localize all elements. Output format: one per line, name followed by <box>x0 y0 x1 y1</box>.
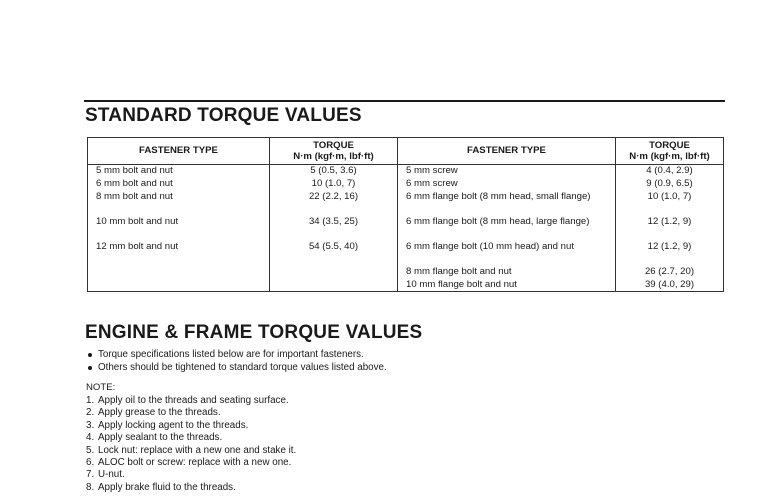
fastener-cell: 12 mm bolt and nut <box>88 241 270 266</box>
note-text: Apply sealant to the threads. <box>98 432 223 444</box>
note-text: U-nut. <box>98 469 125 481</box>
header-torque-left <box>270 138 398 165</box>
note-number: 5. <box>86 444 95 456</box>
torque-cell: 5 (0.5, 3.6) <box>270 165 398 178</box>
engine-frame-torque-title: ENGINE & FRAME TORQUE VALUES <box>85 322 423 343</box>
note-number: 8. <box>86 481 95 493</box>
table-header-row <box>88 138 724 165</box>
bullet-icon <box>88 366 92 370</box>
empty-cell <box>88 266 270 279</box>
torque-cell: 10 (1.0, 7) <box>616 191 724 216</box>
bullet-icon <box>88 353 92 357</box>
list-item <box>86 469 296 481</box>
list-item <box>86 482 296 494</box>
bullet-text: Torque specifications listed below are for important fasteners. <box>98 349 364 360</box>
note-list <box>86 395 296 494</box>
standard-torque-title: STANDARD TORQUE VALUES <box>85 105 362 126</box>
note-text: Apply oil to the threads and seating surface. <box>98 395 289 406</box>
fastener-cell: 6 mm screw <box>398 178 616 191</box>
header-fastener-type-right: FASTENER TYPE <box>398 138 616 165</box>
note-label: NOTE: <box>86 382 116 393</box>
fastener-cell: 10 mm bolt and nut <box>88 216 270 241</box>
torque-cell: 9 (0.9, 6.5) <box>616 178 724 191</box>
note-text: Apply grease to the threads. <box>98 407 221 419</box>
fastener-cell: 6 mm flange bolt (8 mm head, large flange) <box>398 216 616 241</box>
fastener-cell: 6 mm bolt and nut <box>88 178 270 191</box>
header-torque-units: N·m (kgf·m, lbf·ft) <box>629 151 710 162</box>
list-item <box>86 457 296 469</box>
empty-cell <box>270 279 398 292</box>
section-rule <box>84 100 725 102</box>
empty-cell <box>270 266 398 279</box>
table-row <box>88 178 724 191</box>
header-torque-label: TORQUE <box>649 139 690 151</box>
torque-cell: 4 (0.4, 2.9) <box>616 165 724 178</box>
table-row <box>88 191 724 216</box>
bullet-text: Others should be tightened to standard torque values listed above. <box>98 361 387 373</box>
torque-cell: 12 (1.2, 9) <box>616 241 724 266</box>
bullet-list <box>87 349 387 374</box>
note-text: Apply locking agent to the threads. <box>98 419 249 431</box>
note-text: Lock nut: replace with a new one and stake it. <box>98 444 297 456</box>
header-fastener-type-left: FASTENER TYPE <box>88 138 270 165</box>
table-row <box>88 241 724 266</box>
empty-cell <box>88 279 270 292</box>
fastener-cell: 5 mm bolt and nut <box>88 165 270 178</box>
note-number: 2. <box>86 407 95 419</box>
note-text: Apply brake fluid to the threads. <box>98 481 236 493</box>
header-torque-units: N·m (kgf·m, lbf·ft) <box>293 151 374 162</box>
note-number: 7. <box>86 469 95 481</box>
list-item <box>87 362 387 375</box>
fastener-cell: 6 mm flange bolt (10 mm head) and nut <box>398 241 616 266</box>
torque-cell: 54 (5.5, 40) <box>270 241 398 266</box>
standard-torque-table <box>87 137 724 292</box>
note-number: 3. <box>86 419 95 431</box>
list-item <box>86 407 296 419</box>
fastener-cell: 5 mm screw <box>398 165 616 178</box>
fastener-cell: 8 mm bolt and nut <box>88 191 270 216</box>
table-row <box>88 165 724 178</box>
list-item <box>86 420 296 432</box>
torque-cell: 10 (1.0, 7) <box>270 178 398 191</box>
note-number: 1. <box>86 395 95 406</box>
list-item <box>86 445 296 457</box>
torque-cell: 22 (2.2, 16) <box>270 191 398 216</box>
fastener-cell: 6 mm flange bolt (8 mm head, small flange) <box>398 191 616 216</box>
torque-cell: 34 (3.5, 25) <box>270 216 398 241</box>
list-item <box>86 432 296 444</box>
table-row <box>88 279 724 292</box>
list-item <box>87 349 387 362</box>
list-item <box>86 395 296 407</box>
table-row <box>88 266 724 279</box>
torque-cell: 26 (2.7, 20) <box>616 266 724 279</box>
note-number: 4. <box>86 432 95 444</box>
header-torque-label: TORQUE <box>313 139 354 151</box>
note-number: 6. <box>86 457 95 469</box>
table-row <box>88 216 724 241</box>
torque-cell: 12 (1.2, 9) <box>616 216 724 241</box>
fastener-cell: 8 mm flange bolt and nut <box>398 266 616 279</box>
header-torque-right <box>616 138 724 165</box>
fastener-cell: 10 mm flange bolt and nut <box>398 279 616 292</box>
torque-cell: 39 (4.0, 29) <box>616 279 724 292</box>
note-text: ALOC bolt or screw: replace with a new one. <box>98 457 292 469</box>
